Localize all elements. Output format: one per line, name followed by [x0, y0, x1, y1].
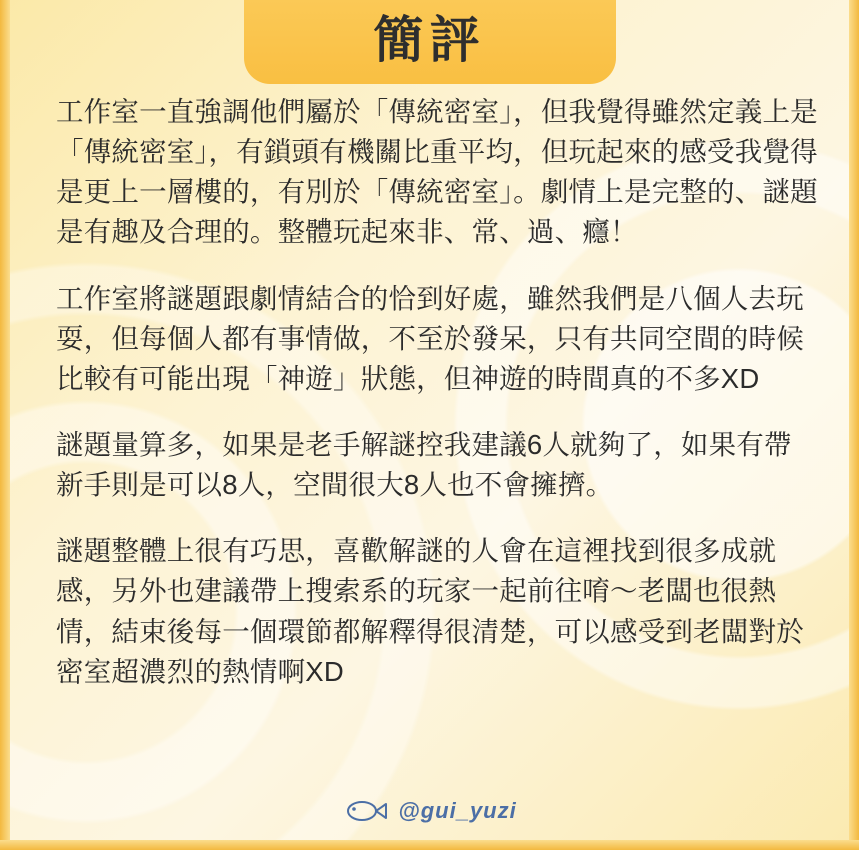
paragraph: 謎題量算多，如果是老手解謎控我建議6人就夠了，如果有帶新手則是可以8人，空間很大8人也不會擁擠。 [56, 428, 792, 501]
card-edge-right [849, 0, 859, 850]
card-edge-left [0, 0, 10, 850]
page-title: 簡評 [373, 12, 486, 68]
paragraph: 謎題整體上很有巧思，喜歡解謎的人會在這裡找到很多成就感，另外也建議帶上搜索系的玩家一起前往唷～老闆也很熱情，結束後每一個環節都解釋得很清楚，可以感受到老闆對於密室超濃烈的熱情啊XD [56, 535, 804, 687]
fish-icon [342, 798, 388, 824]
footer [0, 798, 859, 824]
review-body [56, 92, 819, 692]
author-handle: @gui_yuzi [398, 798, 517, 823]
title-banner [244, 0, 616, 84]
paragraph: 工作室一直強調他們屬於「傳統密室」，但我覺得雖然定義上是「傳統密室」，有鎖頭有機關比重平均，但玩起來的感受我覺得是更上一層樓的，有別於「傳統密室」。劇情上是完整的、謎題是有趣及合理的。整體玩起來非、常、過、癮！ [56, 96, 818, 248]
paragraph: 工作室將謎題跟劇情結合的恰到好處，雖然我們是八個人去玩耍，但每個人都有事情做，不至於發呆，只有共同空間的時候比較有可能出現「神遊」狀態，但神遊的時間真的不多XD [56, 282, 804, 394]
card-edge-bottom [0, 840, 859, 850]
